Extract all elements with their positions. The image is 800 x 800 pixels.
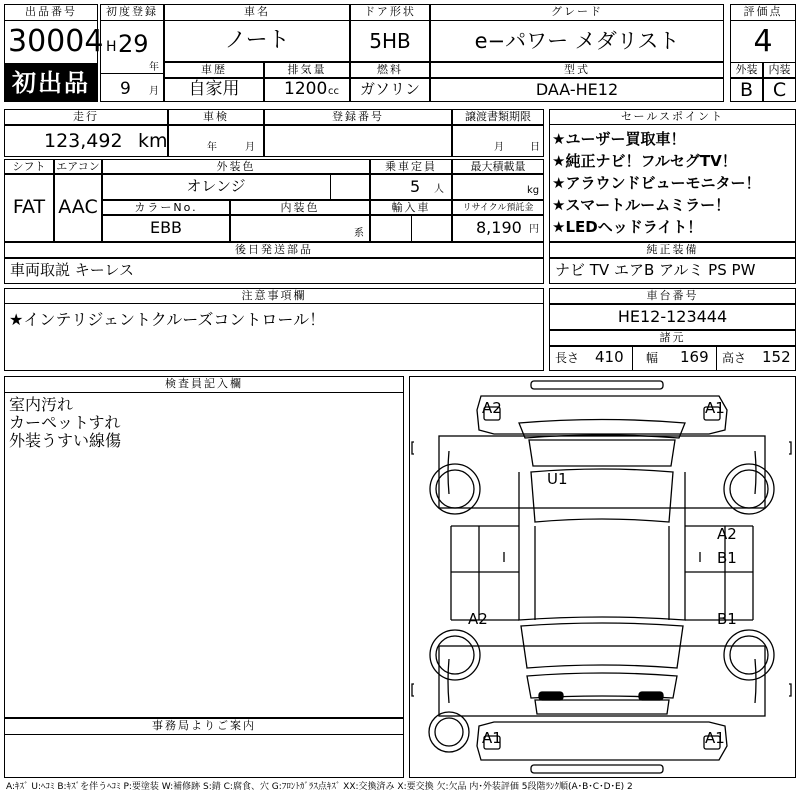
equipment-label: 純正装備 xyxy=(549,242,796,258)
notes: ★インテリジェントクルーズコントロール！ xyxy=(9,310,326,329)
inspector-note: カーペットすれ xyxy=(9,413,121,432)
model-code: DAA-HE12 xyxy=(535,80,619,99)
chassis-number: HE12-123444 xyxy=(617,307,728,326)
color-number: EBB xyxy=(149,218,183,237)
import-label: 輸入車 xyxy=(370,200,452,215)
first-reg-year: 29 xyxy=(118,30,149,58)
score: 4 xyxy=(753,24,773,59)
length: 410 xyxy=(595,348,624,366)
sales-point: ★LEDヘッドライト！ xyxy=(552,218,703,236)
registration-label: 登録番号 xyxy=(264,109,452,125)
width: 169 xyxy=(680,348,709,366)
sales-points-label: セールスポイント xyxy=(549,109,796,125)
first-reg-label: 初度登録 xyxy=(100,4,164,21)
recycle-fee-label: リサイクル預託金 xyxy=(452,200,544,215)
parts-later-label: 後日発送部品 xyxy=(4,242,544,258)
height: 152 xyxy=(762,348,791,366)
chassis-label: 車台番号 xyxy=(549,288,796,304)
ac-label: エアコン xyxy=(54,159,102,174)
history-label: 車歴 xyxy=(164,62,264,78)
damage-mark: A1 xyxy=(705,399,725,417)
interior-color-label: 内装色 xyxy=(230,200,370,215)
max-load-label: 最大積載量 xyxy=(452,159,544,174)
model-label: 型式 xyxy=(430,62,724,78)
inspector-note: 室内汚れ xyxy=(9,395,74,414)
grade-label: グレード xyxy=(430,4,724,21)
shift-label: シフト xyxy=(4,159,54,174)
damage-mark: A2 xyxy=(468,610,488,628)
history: 自家用 xyxy=(188,79,240,99)
parts-later: 車両取説 キーレス xyxy=(10,261,135,279)
sales-point: ★スマートルームミラー！ xyxy=(552,196,731,214)
int-grade: C xyxy=(772,79,787,101)
exterior-color: オレンジ xyxy=(186,177,246,195)
fuel: ガソリン xyxy=(359,80,420,98)
grade: e−パワー メダリスト xyxy=(474,29,680,53)
shift: FAT xyxy=(12,196,46,218)
lot-number: 30004 xyxy=(8,24,104,59)
displacement-label: 排気量 xyxy=(264,62,350,78)
office-label: 事務局よりご案内 xyxy=(4,718,404,735)
score-label: 評価点 xyxy=(730,4,796,21)
damage-mark: B1 xyxy=(717,549,737,567)
sales-point: ★純正ナビ！フルセグTV！ xyxy=(552,152,737,170)
recycle-fee: 8,190 xyxy=(476,218,522,237)
sales-point: ★ユーザー買取車！ xyxy=(552,130,686,148)
inspection-label: 車検 xyxy=(168,109,264,125)
capacity-label: 乗車定員 xyxy=(370,159,452,174)
legend: A:ｷｽﾞ U:ﾍｺﾐ B:ｷｽﾞを伴うﾍｺﾐ P:要塗装 W:補修跡 S:錆 C:腐食、穴 G:ﾌﾛﾝﾄｶﾞﾗｽ点ｷｽﾞ XX:交換済み X:要交換 欠:欠品 内･外装評価 5段階ﾗﾝｸ順(A･B･C･D･E) 2 xyxy=(6,782,633,792)
car-diagram xyxy=(409,376,796,778)
displacement: 1200 xyxy=(284,79,328,99)
color-no-label: カラーNo. xyxy=(102,200,230,215)
damage-mark: A1 xyxy=(705,729,725,747)
damage-mark: A2 xyxy=(717,525,737,543)
mileage-label: 走行 xyxy=(4,109,168,125)
damage-mark: B1 xyxy=(717,610,737,628)
lot-number-label: 出品番号 xyxy=(4,4,98,21)
first-listing-badge: 初出品 xyxy=(4,64,98,102)
damage-mark: U1 xyxy=(547,470,568,488)
ext-grade-label: 外装 xyxy=(730,62,763,78)
air-conditioner: AAC xyxy=(58,196,98,218)
inspector-note: 外装うすい線傷 xyxy=(9,431,122,450)
car-name: ノート xyxy=(224,28,290,53)
equipment: ナビ TV エアB アルミ PS PW xyxy=(555,261,756,279)
damage-mark: A2 xyxy=(482,399,502,417)
int-grade-label: 内装 xyxy=(763,62,796,78)
door-label: ドア形状 xyxy=(350,4,430,21)
car-name-label: 車名 xyxy=(164,4,350,21)
damage-mark: A1 xyxy=(482,729,502,747)
era: H xyxy=(106,39,117,55)
transfer-deadline-label: 譲渡書類期限 xyxy=(452,109,544,125)
notes-label: 注意事項欄 xyxy=(4,288,544,304)
sales-point: ★アラウンドビューモニター！ xyxy=(552,174,761,192)
specs-label: 諸元 xyxy=(549,330,796,346)
fuel-label: 燃料 xyxy=(350,62,430,78)
exterior-color-label: 外装色 xyxy=(102,159,370,174)
mileage: 123,492 xyxy=(44,130,123,152)
ext-grade: B xyxy=(739,79,754,101)
first-reg-month: 9 xyxy=(120,79,131,99)
door-type: 5HB xyxy=(369,29,411,53)
inspector-label: 検査員記入欄 xyxy=(4,376,404,393)
capacity: 5 xyxy=(410,177,421,196)
